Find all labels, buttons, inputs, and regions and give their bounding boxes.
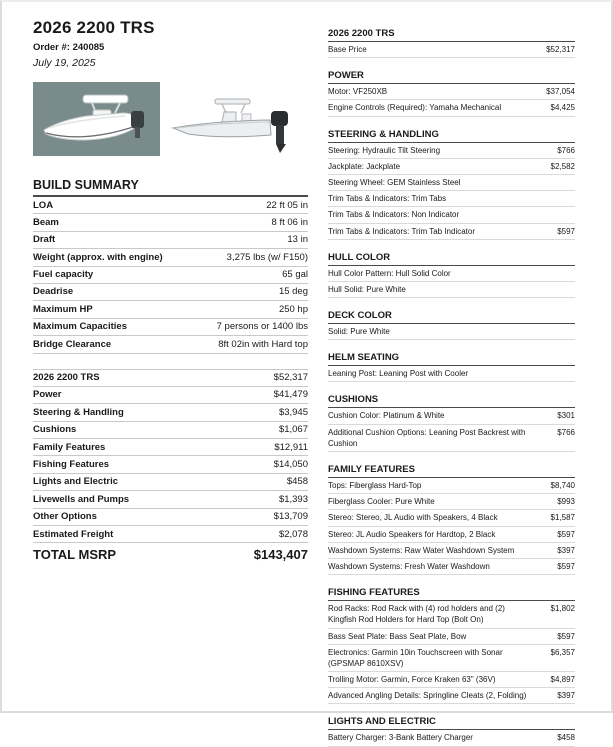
option-label: Jackplate: Jackplate [328,161,401,171]
spec-label: Weight (approx. with engine) [33,251,163,263]
option-row [328,730,575,746]
section-header: 2026 2200 TRS [328,28,575,42]
option-label: Trim Tabs & Indicators: Trim Tabs [328,194,447,204]
section-header: HULL COLOR [328,252,575,266]
options-section [328,310,575,340]
options-section [328,252,575,298]
option-label: Rod Racks: Rod Rack with (4) rod holders and (2) Kingfish Rod Holders for Hard Top (Bolt On) [328,604,505,625]
option-row [328,191,575,207]
section-header: DECK COLOR [328,310,575,324]
section-rows [328,266,575,298]
order-number: Order #: 240085 [33,42,105,53]
spec-label: Maximum Capacities [33,321,127,333]
option-price: $6,357 [550,647,575,657]
option-price: $597 [557,226,575,236]
boat-three-quarter-illustration [33,82,160,156]
category-label: 2026 2200 TRS [33,372,100,384]
spec-value: 7 persons or 1400 lbs [216,321,308,333]
spec-label: Maximum HP [33,303,93,315]
build-summary-row [33,197,308,214]
option-label: Solid: Pure White [328,327,390,337]
build-summary-row [33,214,308,231]
spec-value: 8 ft 06 in [271,216,308,228]
section-rows [328,143,575,240]
option-row [328,527,575,543]
spec-value: 8ft 02in with Hard top [218,338,308,350]
price-summary-rows [33,370,308,544]
category-label: Fishing Features [33,458,110,470]
option-price: $458 [557,733,575,743]
option-row [328,175,575,191]
option-row [328,266,575,282]
option-price: $597 [557,631,575,641]
build-summary-row [33,301,308,318]
option-label: Hull Color Pattern: Hull Solid Color [328,268,451,278]
price-summary-row [33,387,308,404]
build-summary-row [33,319,308,336]
section-rows [328,42,575,58]
option-price: $4,425 [550,103,575,113]
option-label: Advanced Angling Details: Springline Cleats (2, Folding) [328,691,527,701]
option-label: Stereo: Stereo, JL Audio with Speakers, 4 Black [328,513,498,523]
build-summary-row [33,336,308,353]
price-summary-row [33,474,308,491]
option-label: Electronics: Garmin 10in Touchscreen with Sonar (GPSMAP 8610XSV) [328,647,503,668]
option-row [328,543,575,559]
options-section [328,464,575,575]
option-row [328,84,575,100]
category-label: Cushions [33,424,77,436]
option-price: $766 [557,145,575,155]
option-price: $2,582 [550,161,575,171]
option-row [328,366,575,382]
price-summary-row [33,422,308,439]
section-header: CUSHIONS [328,394,575,408]
boat-images-row [33,82,308,160]
option-label: Washdown Systems: Raw Water Washdown System [328,545,515,555]
section-header: LIGHTS AND ELECTRIC [328,716,575,730]
option-row [328,408,575,424]
build-summary-row [33,249,308,266]
build-summary-row [33,232,308,249]
options-section [328,716,575,746]
category-label: Lights and Electric [33,476,118,488]
options-sections [328,28,575,747]
option-price: $4,897 [550,675,575,685]
category-label: Steering & Handling [33,406,124,418]
options-section [328,28,575,58]
section-rows [328,478,575,575]
page-title: 2026 2200 TRS [33,18,155,37]
category-price: $2,078 [278,528,308,540]
spec-value: 250 hp [278,303,308,315]
section-rows [328,324,575,340]
option-row [328,601,575,628]
option-label: Additional Cushion Options: Leaning Post Backrest with Cushion [328,427,526,448]
option-label: Trolling Motor: Garmin, Force Kraken 63" (36V) [328,675,496,685]
option-row [328,42,575,58]
summary-column [33,16,308,711]
category-price: $13,709 [273,511,308,523]
category-label: Estimated Freight [33,528,114,540]
options-section [328,129,575,240]
section-rows [328,366,575,382]
option-row [328,224,575,240]
section-rows [328,84,575,116]
category-price: $1,393 [278,493,308,505]
option-label: Stereo: JL Audio Speakers for Hardtop, 2 Black [328,529,496,539]
price-summary-row [33,509,308,526]
option-row [328,282,575,298]
option-price: $993 [557,497,575,507]
boat-side-illustration [168,82,300,160]
section-header: HELM SEATING [328,352,575,366]
category-price: $14,050 [273,458,308,470]
option-row [328,645,575,672]
category-label: Power [33,389,62,401]
option-label: Tops: Fiberglass Hard-Top [328,481,422,490]
option-price: $52,317 [546,45,575,54]
category-price: $52,317 [273,372,308,384]
option-label: Engine Controls (Required): Yamaha Mechanical [328,103,502,113]
section-rows [328,601,575,704]
option-row [328,143,575,159]
price-summary-row [33,526,308,543]
option-label: Hull Solid: Pure White [328,284,406,294]
category-price: $12,911 [274,441,308,453]
category-label: Other Options [33,511,97,523]
build-summary-row [33,284,308,301]
option-label: Washdown Systems: Fresh Water Washdown [328,561,490,571]
options-section [328,587,575,704]
build-summary-rows [33,197,308,354]
total-msrp-label: TOTAL MSRP [33,547,117,563]
section-header: STEERING & HANDLING [328,129,575,143]
spec-label: Beam [33,216,59,228]
option-label: Trim Tabs & Indicators: Trim Tab Indicator [328,226,476,236]
price-summary-row [33,439,308,456]
option-price: $766 [557,427,575,437]
category-label: Family Features [33,441,106,453]
option-price: $397 [557,691,575,701]
price-summary-table [33,369,308,566]
section-rows [328,730,575,746]
section-header: POWER [328,70,575,84]
option-row [328,559,575,575]
category-label: Livewells and Pumps [33,493,130,505]
options-section [328,394,575,452]
total-msrp-value: $143,407 [253,547,308,563]
option-row [328,425,575,452]
options-column [328,16,575,743]
option-price: $1,587 [550,513,575,523]
option-price: $597 [557,561,575,571]
section-header: FISHING FEATURES [328,587,575,601]
options-section [328,352,575,382]
option-price: $597 [557,529,575,539]
option-label: Leaning Post: Leaning Post with Cooler [328,369,469,379]
option-price: $8,740 [550,481,575,490]
option-row [328,672,575,688]
option-label: Steering Wheel: GEM Stainless Steel [328,177,461,187]
category-price: $3,945 [278,406,308,418]
spec-value: 65 gal [282,269,308,281]
spec-value: 15 deg [278,286,308,298]
total-msrp-row [33,543,308,565]
option-label: Motor: VF250XB [328,87,388,97]
option-label: Base Price [328,45,367,54]
price-summary-row [33,456,308,473]
option-row [328,100,575,116]
option-price: $397 [557,545,575,555]
option-row [328,159,575,175]
boat-side-view-image [168,82,300,160]
option-label: Cushion Color: Platinum & White [328,411,445,421]
price-summary-row [33,404,308,421]
spec-label: Deadrise [33,286,74,298]
price-summary-row [33,491,308,508]
option-row [328,629,575,645]
document-date: July 19, 2025 [33,57,96,69]
option-label: Bass Seat Plate: Bass Seat Plate, Bow [328,631,467,641]
options-section [328,70,575,116]
category-price: $1,067 [278,424,308,436]
option-price: $301 [557,411,575,421]
spec-value: 22 ft 05 in [266,199,308,211]
option-price: $1,802 [550,604,575,614]
option-row [328,478,575,494]
option-row [328,688,575,704]
option-label: Battery Charger: 3-Bank Battery Charger [328,733,473,743]
spec-label: Fuel capacity [33,269,94,281]
spec-label: LOA [33,199,54,211]
option-row [328,324,575,340]
category-price: $458 [286,476,308,488]
option-row [328,510,575,526]
build-summary-row [33,267,308,284]
option-label: Steering: Hydraulic Tilt Steering [328,145,441,155]
option-label: Trim Tabs & Indicators: Non Indicator [328,210,460,220]
boat-three-quarter-view-image [33,82,160,156]
spec-label: Bridge Clearance [33,338,112,350]
section-header: FAMILY FEATURES [328,464,575,478]
option-price: $37,054 [546,87,575,97]
spec-value: 13 in [287,234,308,246]
category-price: $41,479 [273,389,308,401]
spec-label: Draft [33,234,56,246]
build-summary-header: BUILD SUMMARY [33,178,308,197]
option-row [328,494,575,510]
build-summary-table [33,178,308,354]
section-rows [328,408,575,452]
option-row [328,207,575,223]
option-label: Fiberglass Cooler: Pure White [328,497,435,507]
price-summary-row [33,370,308,387]
spec-value: 3,275 lbs (w/ F150) [226,251,308,263]
